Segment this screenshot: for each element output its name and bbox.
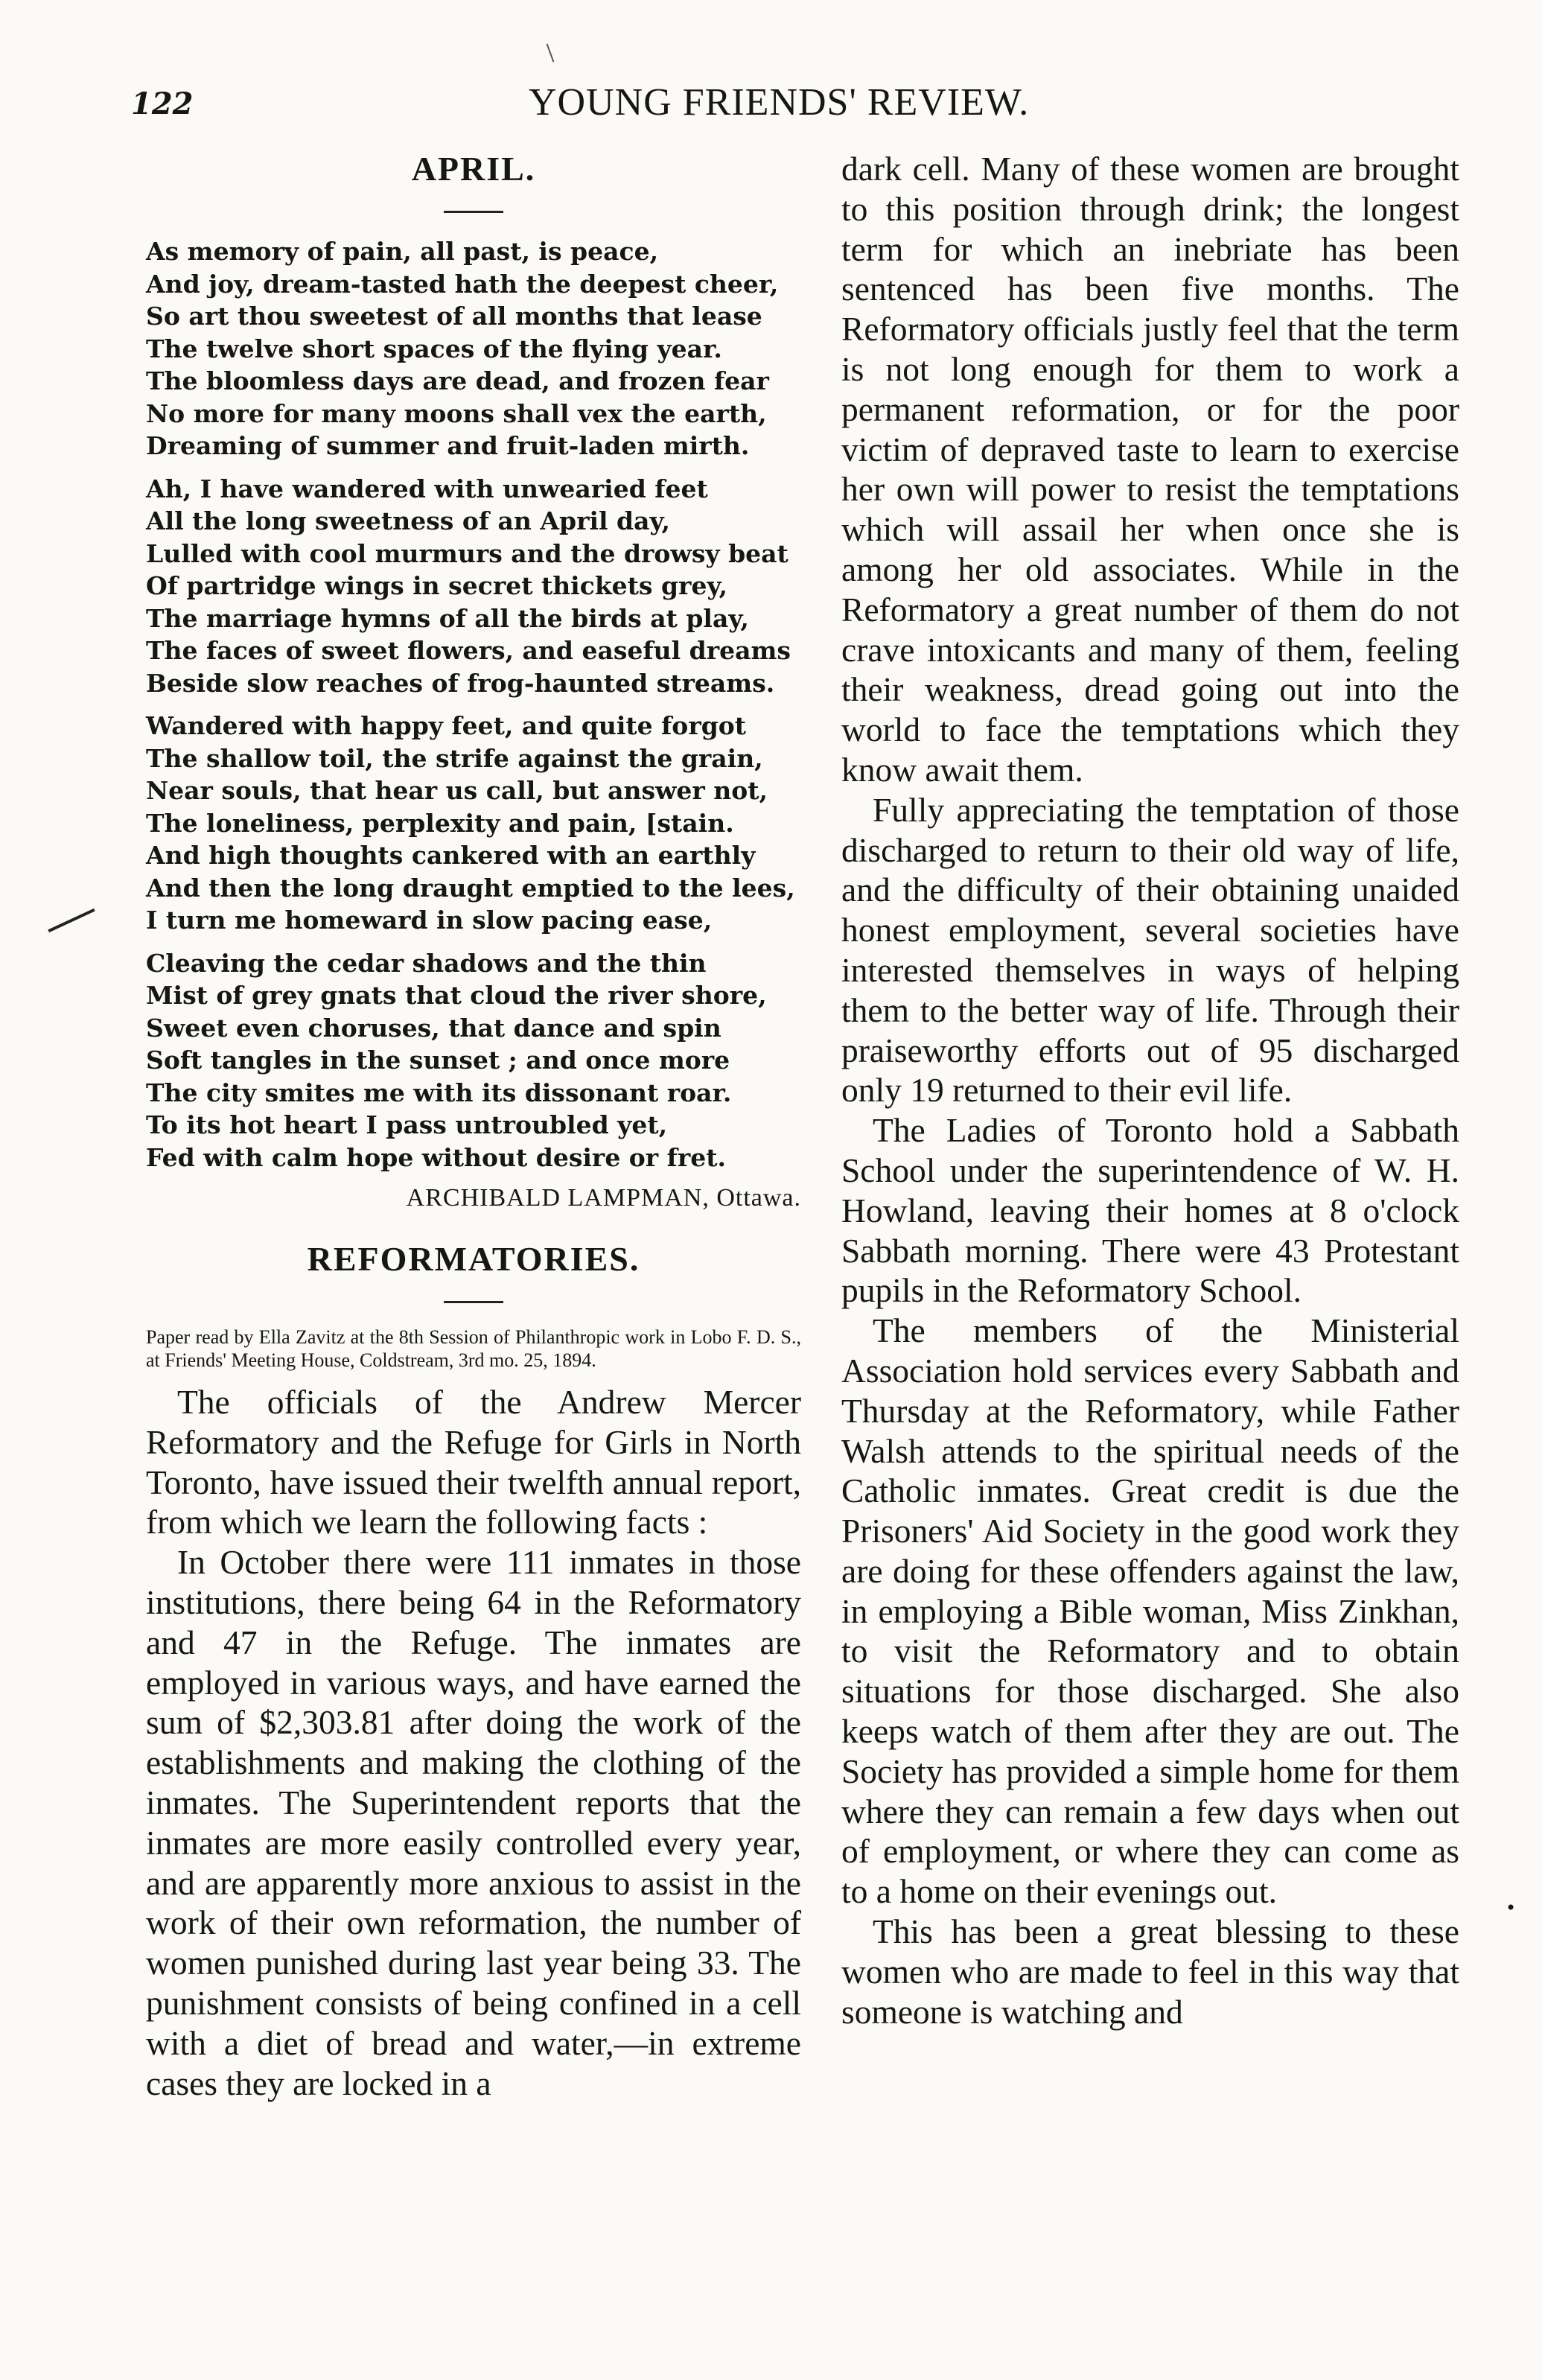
poem-stanza-4 <box>146 947 801 1174</box>
poem-title: APRIL. <box>411 150 536 188</box>
article-paragraph: Fully appreciating the temptation of those discharged to return to their old way of life, and the difficulty of their obtaining unaided honest employment, several societies have interested themselves in ways of helping them to the better way of life. Through their praiseworthy efforts out of 95 discharged only 19 returned to their evil life. <box>841 790 1459 1110</box>
article-title-rule <box>444 1301 503 1303</box>
poem-line: Beside slow reaches of frog-haunted streams. <box>146 668 775 698</box>
article-paragraph: The officials of the Andrew Mercer Reformatory and the Refuge for Girls in North Toronto, have issued their twelfth annual report, from which we learn the following facts : <box>146 1383 801 1541</box>
poem-line: And then the long draught emptied to the lees, <box>146 873 795 903</box>
page-number: 122 <box>131 86 194 121</box>
poem-line: To its hot heart I pass untroubled yet, <box>146 1110 668 1139</box>
poem-line: Mist of grey gnats that cloud the river shore, <box>146 981 767 1010</box>
right-column <box>841 149 1459 2031</box>
poem-line: The twelve short spaces of the flying year. <box>146 334 722 363</box>
article-paragraph: The members of the Ministerial Association hold services every Sabbath and Thursday at the Reformatory, while Father Walsh attends to the spiritual needs of the Catholic inmates. Great credit is due the Prisoners' Aid Society in the good work they are doing for these offenders against the law, in employing a Bible woman, Miss Zinkhan, to visit the Reformatory and to obtain situations for those discharged. She also keeps watch of them after they are out. The Society has provided a simple home for them where they can remain a few days when out of employment, or where they can come as to a home on their evenings out. <box>841 1311 1459 1911</box>
poem-line: The city smites me with its dissonant roar. <box>146 1078 732 1107</box>
poem-attribution: ARCHIBALD LAMPMAN, Ottawa. <box>406 1184 801 1212</box>
poem-stanza-3 <box>146 710 801 937</box>
article-paragraph: In October there were 111 inmates in those institutions, there being 64 in the Reformatory and 47 in the Refuge. The inmates are employed in various ways, and have earned the sum of $2,303.81 after doing the work of the establishments and making the clothing of the inmates. The Superintendent reports that the inmates are more easily controlled every year, and are apparently more anxious to assist in the work of their own reformation, the number of women punished during last year being 33. The punishment consists of being confined in a cell with a diet of bread and water,—in extreme cases they are locked in a <box>146 1543 801 2102</box>
poem-line: So art thou sweetest of all months that lease <box>146 302 762 331</box>
poem-line: The faces of sweet flowers, and easeful dreams <box>146 636 791 665</box>
poem-line: Wandered with happy feet, and quite forgot <box>146 711 747 740</box>
poem-line: Dreaming of summer and fruit-laden mirth. <box>146 431 750 460</box>
left-column <box>146 149 801 2103</box>
poem-line: I turn me homeward in slow pacing ease, <box>146 906 713 935</box>
poem-line: All the long sweetness of an April day, <box>146 506 670 535</box>
poem-line: And joy, dream-tasted hath the deepest cheer, <box>146 269 779 299</box>
stray-mark <box>547 43 555 62</box>
poem-line: As memory of pain, all past, is peace, <box>146 237 659 266</box>
article-paragraph: This has been a great blessing to these women who are made to feel in this way that someone is watching and <box>841 1912 1459 2031</box>
poem-line: The marriage hymns of all the birds at play, <box>146 603 749 633</box>
poem-line: And high thoughts cankered with an earthly <box>146 841 756 870</box>
poem-line: No more for many moons shall vex the earth, <box>146 398 767 428</box>
poem-line: Near souls, that hear us call, but answer not, <box>146 776 768 805</box>
poem-line: The loneliness, perplexity and pain, [stain. <box>146 808 734 838</box>
article-paragraph: The Ladies of Toronto hold a Sabbath School under the superintendence of W. H. Howland, leaving their homes at 8 o'clock Sabbath morning. There were 43 Protestant pupils in the Reformatory School. <box>841 1111 1459 1310</box>
poem-line: Sweet even choruses, that dance and spin <box>146 1013 721 1043</box>
poem-line: The shallow toil, the strife against the grain, <box>146 743 763 773</box>
poem-line: Lulled with cool murmurs and the drowsy beat <box>146 538 788 568</box>
poem-line: The bloomless days are dead, and frozen fear <box>146 366 769 395</box>
poem-line: Fed with calm hope without desire or fret. <box>146 1142 726 1172</box>
running-title: YOUNG FRIENDS' REVIEW. <box>529 81 1030 124</box>
article-title: REFORMATORIES. <box>307 1240 640 1278</box>
poem-line: Soft tangles in the sunset ; and once more <box>146 1046 730 1075</box>
article-paragraph: dark cell. Many of these women are brought to this position through drink; the longest term for which an inebriate has been sentenced has been five months. The Reformatory officials justly feel that the term is not long enough for them to work a permanent reformation, or for the poor victim of depraved taste to learn to exercise her own will power to resist the temptations which will assail her when once she is among her old associates. While in the Reformatory a great number of them do not crave intoxicants and many of them, feeling their weakness, dread going out into the world to face the temptations which they know await them. <box>841 150 1459 789</box>
poem-line: Of partridge wings in secret thickets grey, <box>146 571 727 600</box>
margin-dot: • <box>1506 1897 1517 1918</box>
article-subtitle: Paper read by Ella Zavitz at the 8th Session of Philanthropic work in Lobo F. D. S., at Friends' Meeting House, Coldstream, 3rd mo. 25, 1894. <box>146 1326 801 1371</box>
poem-stanza-2 <box>146 473 801 700</box>
poem-stanza-1 <box>146 235 801 462</box>
poem-title-rule <box>444 211 503 213</box>
poem-line: Ah, I have wandered with unwearied feet <box>146 474 708 503</box>
margin-pencil-mark <box>48 909 95 932</box>
poem-line: Cleaving the cedar shadows and the thin <box>146 948 707 978</box>
